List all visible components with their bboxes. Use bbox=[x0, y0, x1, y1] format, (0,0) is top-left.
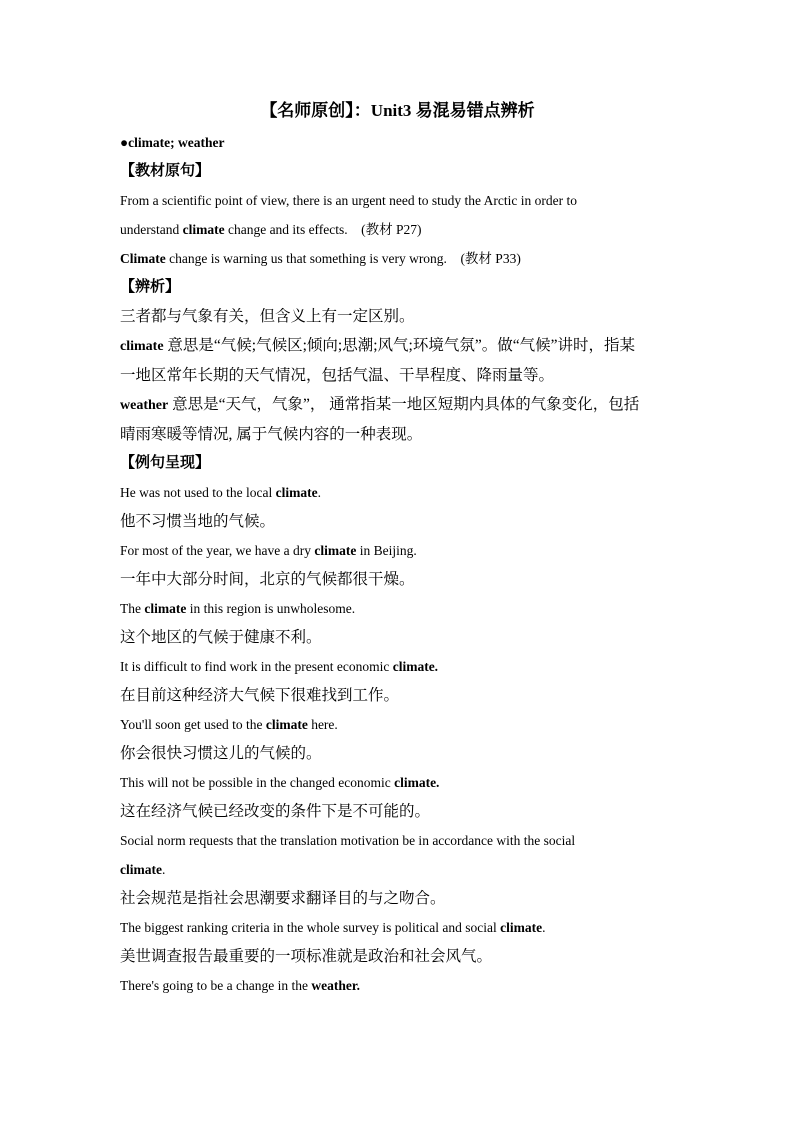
analysis-weather-line-1: weather 意思是“天气，气象”， 通常指某一地区短期内具体的气象变化，包括 bbox=[120, 396, 640, 413]
example-chinese: 美世调查报告最重要的一项标准就是政治和社会风气。 bbox=[120, 948, 493, 965]
example-chinese: 他不习惯当地的气候。 bbox=[120, 513, 276, 530]
example-english: The climate in this region is unwholesome. bbox=[120, 601, 356, 616]
example-english: It is difficult to find work in the present economic climate. bbox=[120, 659, 439, 674]
textbook-sentence-1b: understand climate change and its effects. (教材 P27) bbox=[120, 222, 422, 237]
example-english: You'll soon get used to the climate here. bbox=[120, 717, 338, 732]
section-heading-examples: 【例句呈现】 bbox=[120, 455, 211, 471]
example-chinese: 一年中大部分时间，北京的气候都很干燥。 bbox=[120, 571, 415, 588]
example-chinese: 在目前这种经济大气候下很难找到工作。 bbox=[120, 687, 400, 704]
analysis-climate-line-2: 一地区常年长期的天气情况，包括气温、干旱程度、降雨量等。 bbox=[120, 367, 555, 384]
example-english: For most of the year, we have a dry climate in Beijing. bbox=[120, 543, 417, 558]
example-english: The biggest ranking criteria in the whole survey is political and social climate. bbox=[120, 920, 546, 935]
textbook-sentence-2: Climate change is warning us that something is very wrong. (教材 P33) bbox=[120, 251, 521, 266]
example-chinese: 你会很快习惯这儿的气候的。 bbox=[120, 745, 322, 762]
textbook-ref-2: (教材 P33) bbox=[460, 251, 521, 266]
example-english: This will not be possible in the changed economic climate. bbox=[120, 775, 440, 790]
example-chinese: 这在经济气候已经改变的条件下是不可能的。 bbox=[120, 803, 431, 820]
analysis-climate-line-1: climate 意思是“气候;气候区;倾向;思潮;风气;环境气氛”。做“气候”讲时，指某 bbox=[120, 337, 635, 354]
example-chinese: 社会规范是指社会思潮要求翻译目的与之吻合。 bbox=[120, 890, 446, 907]
example-chinese: 这个地区的气候于健康不利。 bbox=[120, 629, 322, 646]
example-english: There's going to be a change in the weather. bbox=[120, 978, 360, 993]
example-english: He was not used to the local climate. bbox=[120, 485, 321, 500]
section-heading-analysis: 【辨析】 bbox=[120, 279, 181, 295]
example-english: Social norm requests that the translation motivation be in accordance with the social bbox=[120, 833, 576, 848]
example-english-continued: climate. bbox=[120, 862, 166, 877]
section-heading-textbook: 【教材原句】 bbox=[120, 163, 211, 179]
analysis-weather-line-2: 晴雨寒暖等情况, 属于气候内容的一种表现。 bbox=[120, 426, 423, 443]
example-list bbox=[120, 478, 675, 1000]
document-title: 【名师原创】：Unit3 易混易错点辨析 bbox=[260, 101, 535, 120]
analysis-intro: 三者都与气象有关，但含义上有一定区别。 bbox=[120, 308, 415, 325]
textbook-ref-1: (教材 P27) bbox=[361, 222, 422, 237]
textbook-sentence-1a: From a scientific point of view, there is an urgent need to study the Arctic in order to bbox=[120, 193, 578, 208]
topic-heading: ●climate; weather bbox=[120, 135, 225, 150]
document-page bbox=[120, 98, 675, 1000]
